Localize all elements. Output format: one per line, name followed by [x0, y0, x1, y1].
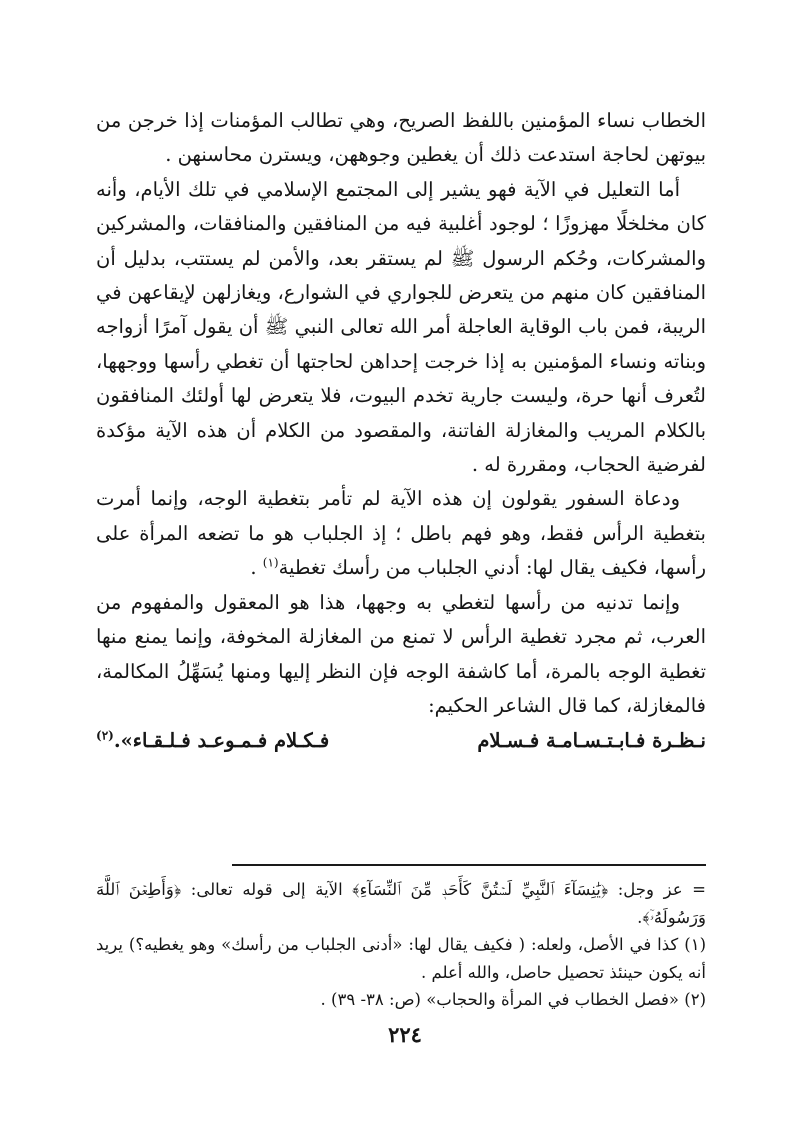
page-number: ٢٢٤ — [388, 1022, 422, 1047]
footnote-ref-2[interactable]: (٢) — [96, 728, 114, 743]
paragraph-3 — [96, 482, 706, 585]
footnote-1: (١) كذا في الأصل، ولعله: ( فكيف يقال لها: «أدنى الجلباب من رأسك» وهو يغطيه؟) يريد أنه يكون حينئذ تحصيل حاصل، والله أعلم . — [96, 935, 706, 982]
footnote-2: (٢) «فصل الخطاب في المرأة والحجاب» (ص: ٣٨- ٣٩) . — [320, 990, 706, 1009]
verse-second-hemistich — [96, 724, 329, 758]
paragraph-4: وإنما تدنيه من رأسها لتغطي به وجهها، هذا هو المعقول والمفهوم من العرب، ثم مجرد تغطية الرأس لا تمنع من المغازلة المخوفة، وإنما يمنع منها تغطية الوجه بالمرة، أما كاشفة الوجه فإن النظر إليها ومنها يُسَهِّلُ المكالمة، فالمغازلة، كما قال الشاعر الحكيم: — [96, 590, 706, 717]
paragraph-3-text: ودعاة السفور يقولون إن هذه الآية لم تأمر بتغطية الوجه، وإنما أمرت بتغطية الرأس فقط، وهو فهم باطل ؛ إذ الجلباب هو ما تضعه المرأة على رأسها، فكيف يقال لها: أدني الجلباب من رأسك تغطية — [96, 487, 706, 580]
paragraph-3-tail: . — [250, 556, 263, 580]
paragraph-2: أما التعليل في الآية فهو يشير إلى المجتمع الإسلامي في تلك الأيام، وأنه كان مخلخلًا مهزوزًا ؛ لوجود أغلبية فيه من المنافقين والمنافقات، والمشركين والمشركات، وحُكم الرسول ﷺ لم يستقر بعد، والأمن لم يستتب، بدليل أن المنافقين كان منهم من يتعرض للجواري في الشوارع، ويغازلهن لإيقاعهن في الريبة، فمن باب الوقاية العاجلة أمر الله تعالى النبي ﷺ أن يقول آمرًا أزواجه وبناته ونساء المؤمنين به إذا خرجت إحداهن لحاجتها أن تغطي رأسها ووجهها، لتُعرف أنها حرة، وليست جارية تخدم البيوت، فلا يتعرض لها أولئك المنافقون بالكلام المريب والمغازلة الفاتنة، والمقصود من الكلام أن هذه الآية مؤكدة لفرضية الحجاب، ومقررة له . — [96, 177, 706, 477]
footnotes — [96, 876, 706, 1014]
paragraph-1: الخطاب نساء المؤمنين باللفظ الصريح، وهي تطالب المؤمنات إذا خرجن من بيوتهن لحاجة استدعت ذلك أن يغطين وجوههن، ويسترن محاسنهن . — [96, 109, 706, 167]
main-text — [96, 104, 706, 759]
footnote-ref-1[interactable]: (١) — [262, 555, 279, 570]
verse-first-hemistich: نـظـرة فـابـتـسـامـة فـسـلام — [477, 729, 706, 753]
footnote-continuation: = عز وجل: ﴿يَٰنِسَآءَ ٱلنَّبِيِّ لَسۡتُنَّ كَأَحَدٖ مِّنَ ٱلنِّسَآءِ﴾ الآية إلى قوله تعالى: ﴿وَأَطِعۡنَ ٱللَّهَ وَرَسُولَهُۥٓ﴾. — [96, 880, 706, 927]
footnote-separator — [232, 864, 706, 866]
verse-second-text: فـكـلام فـمـوعـد فـلـقـاء». — [113, 729, 330, 753]
poem-verse — [96, 723, 706, 759]
